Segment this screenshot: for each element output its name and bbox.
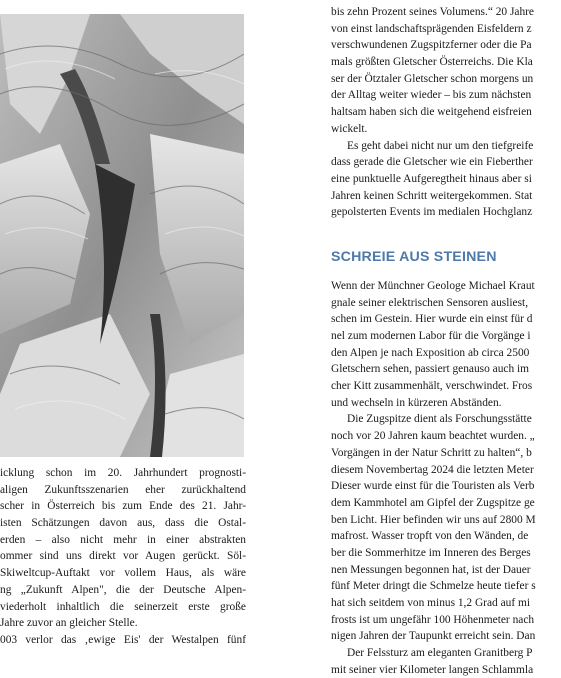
section-heading: SCHREIE AUS STEINEN	[331, 248, 497, 265]
text-line: Gletschern sehen, passiert genauso auch im	[331, 363, 530, 376]
left-text-line: Skiweltcup-Auftakt vor vollem Haus, als wäre	[0, 567, 246, 580]
text-line: den Alpen je nach Exposition ab circa 2500	[331, 346, 530, 359]
left-text-line: Jahre zuvor an gleicher Stelle.	[0, 617, 138, 630]
text-line: haltsam haben sich die weitgehend eisfreien	[331, 106, 532, 119]
left-text-line: isten Schätzungen davon aus, dass die Ostal-	[0, 517, 246, 530]
left-text-line: ommer sind uns direkt vor Augen gerückt. Söl-	[0, 550, 246, 563]
paragraph-5	[331, 645, 561, 678]
text-line: ben Licht. Hier befinden wir uns auf 2800 M	[331, 513, 536, 526]
paragraph-1	[331, 4, 561, 138]
text-line: cher Kitt zusammenhält, verschwindet. Fros	[331, 380, 533, 393]
text-line: Jahren keinen Schritt weitergekommen. Stat	[331, 189, 533, 202]
text-line: mit seiner vier Kilometer langen Schlammla	[331, 663, 534, 676]
text-line: dem Kammhotel am Gipfel der Zugspitze ge	[331, 496, 535, 509]
text-line: gepolsterten Events im medialen Hochglanz	[331, 206, 533, 219]
left-text-line: icklung schon im 20. Jahrhundert prognosti-	[0, 467, 246, 479]
text-line: von einst landschaftsprägenden Eisfeldern z	[331, 22, 532, 35]
text-line: fünf Meter dringt die Schmelze heute tiefer s	[331, 580, 536, 593]
left-text-line: 003 verlor das ‚ewige Eis' der Westalpen fünf	[0, 633, 246, 646]
text-line: diesem Novembertag 2024 die letzten Meter	[331, 463, 534, 476]
text-line: noch vor 20 Jahren kaum beachtet wurden. „	[331, 430, 535, 443]
left-text-line: viederholt inhaltlich die seinerzeit erste große	[0, 600, 246, 613]
text-line: nel zum modernen Labor für die Vorgänge i	[331, 330, 531, 342]
text-line: schen im Gestein. Hier wurde ein einst für d	[331, 313, 533, 326]
text-line: Wenn der Münchner Geologe Michael Kraut	[331, 279, 535, 292]
right-text-column	[331, 4, 561, 678]
text-line: mals größten Gletscher Österreichs. Die Kla	[331, 56, 533, 69]
paragraph-2	[331, 138, 561, 221]
glacier-photo	[0, 14, 244, 457]
text-line: gnale seiner elektrischen Sensoren ausliest,	[331, 296, 529, 309]
text-line: Die Zugspitze dient als Forschungsstätte	[347, 413, 532, 426]
left-text-line: ng „Zukunft Alpen", die der Deutsche Alpen-	[0, 583, 246, 596]
left-text-line: aligen Zukunftsszenarien eher zurückhaltend	[0, 483, 246, 496]
text-line: wickelt.	[331, 122, 368, 135]
paragraph-3	[331, 278, 561, 412]
text-line: verschwundenen Zugspitzferner oder die Pa	[331, 39, 532, 52]
text-line: eine punktuelle Aufgeregtheit hinaus aber si	[331, 172, 532, 185]
left-text-line: erden – also nicht mehr in einer abstrakten	[0, 533, 246, 546]
text-line: der Alltag weiter wieder – bis zum nächsten	[331, 89, 532, 102]
text-line: ser der Ötztaler Gletscher schon morgens un	[331, 72, 534, 85]
text-line: hat sich seitdem von minus 1,2 Grad auf mi	[331, 597, 530, 609]
text-line: Dieser wurde einst für die Touristen als Verb	[331, 480, 535, 493]
text-line: bis zehn Prozent seines Volumens.“ 20 Jahre	[331, 6, 534, 18]
left-text-column	[0, 465, 246, 649]
text-line: nen Messungen begonnen hat, ist der Dauer	[331, 563, 531, 576]
text-line: ber die Sommerhitze im Inneren des Berges	[331, 546, 531, 559]
left-text-line: scher in Österreich bis zum Ende des 21. Jahr-	[0, 500, 246, 513]
text-line: nigen Jahren der Taupunkt erreicht sein. Dan	[331, 630, 536, 643]
text-line: Der Felssturz am eleganten Granitberg P	[347, 647, 533, 660]
text-line: dass gerade die Gletscher wie ein Fieberther	[331, 156, 533, 169]
paragraph-4	[331, 411, 561, 645]
text-line: Vorgängen in der Natur Schritt zu halten“, b	[331, 446, 532, 459]
text-line: Es geht dabei nicht nur um den tiefgreife	[347, 139, 534, 152]
text-line: frosts ist um ungefähr 100 Höhenmeter nach	[331, 613, 535, 626]
glacier-ice-image	[0, 14, 244, 457]
text-line: und wechseln in kürzeren Abständen.	[331, 396, 502, 409]
text-line: mafrost. Wasser tropft von den Wänden, de	[331, 530, 529, 543]
